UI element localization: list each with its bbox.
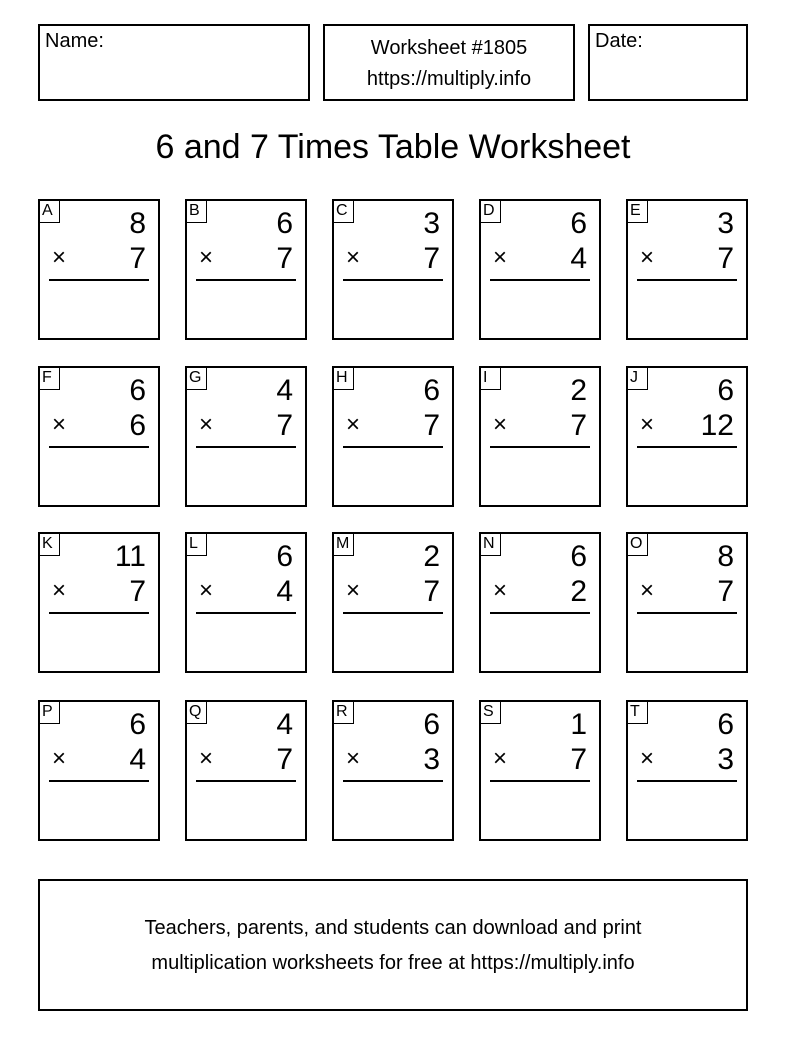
multiplicand: 2: [570, 374, 587, 407]
multiplicand: 1: [570, 708, 587, 741]
problem-letter: H: [334, 368, 354, 390]
answer-line: [343, 446, 443, 448]
name-field[interactable]: [38, 24, 310, 101]
multiplier: 7: [570, 743, 587, 776]
multiplicand: 6: [129, 374, 146, 407]
problem-card: [479, 366, 601, 507]
multiplier: 7: [276, 409, 293, 442]
name-label: Name:: [45, 30, 104, 52]
answer-line: [49, 446, 149, 448]
problem-letter: M: [334, 534, 354, 556]
problem-card: [332, 366, 454, 507]
page-title: 6 and 7 Times Table Worksheet: [155, 128, 631, 166]
answer-line: [343, 279, 443, 281]
multiplicand: 8: [717, 540, 734, 573]
problem-letter: F: [40, 368, 60, 390]
problem-letter: O: [628, 534, 648, 556]
multiplicand: 6: [570, 207, 587, 240]
answer-line: [490, 612, 590, 614]
worksheet-url: https://multiply.info: [366, 68, 532, 90]
answer-line: [490, 279, 590, 281]
date-label: Date:: [595, 30, 643, 52]
answer-line: [490, 780, 590, 782]
times-sign: ×: [346, 745, 361, 772]
times-sign: ×: [199, 745, 214, 772]
footer-box: [38, 879, 748, 1011]
times-sign: ×: [199, 411, 214, 438]
multiplicand: 6: [129, 708, 146, 741]
problem-card: [626, 366, 748, 507]
answer-line: [343, 780, 443, 782]
answer-line: [196, 612, 296, 614]
answer-line: [637, 279, 737, 281]
multiplier: 7: [423, 409, 440, 442]
multiplicand: 6: [717, 708, 734, 741]
answer-line: [637, 780, 737, 782]
multiplicand: 3: [423, 207, 440, 240]
problem-card: [626, 199, 748, 340]
problem-card: [626, 700, 748, 841]
problem-letter: S: [481, 702, 501, 724]
footer-line-2: multiplication worksheets for free at https://multiply.info: [151, 952, 635, 974]
times-sign: ×: [640, 244, 655, 271]
problem-letter: C: [334, 201, 354, 223]
worksheet-info-box: [323, 24, 575, 101]
footer-line-1: Teachers, parents, and students can download and print: [144, 917, 642, 939]
answer-line: [343, 612, 443, 614]
problem-card: [38, 199, 160, 340]
problem-letter: J: [628, 368, 648, 390]
multiplicand: 6: [717, 374, 734, 407]
multiplicand: 4: [276, 708, 293, 741]
multiplicand: 11: [114, 540, 146, 573]
multiplier: 7: [717, 242, 734, 275]
multiplier: 7: [129, 242, 146, 275]
multiplier: 7: [276, 743, 293, 776]
problem-letter: K: [40, 534, 60, 556]
problem-letter: A: [40, 201, 60, 223]
problem-card: [185, 532, 307, 673]
times-sign: ×: [493, 745, 508, 772]
date-field[interactable]: [588, 24, 748, 101]
answer-line: [196, 279, 296, 281]
multiplicand: 2: [423, 540, 440, 573]
multiplicand: 6: [276, 540, 293, 573]
problem-card: [479, 700, 601, 841]
problem-card: [185, 199, 307, 340]
multiplier: 6: [129, 409, 146, 442]
problem-letter: P: [40, 702, 60, 724]
multiplicand: 4: [276, 374, 293, 407]
answer-line: [196, 446, 296, 448]
problem-card: [185, 366, 307, 507]
problem-card: [332, 532, 454, 673]
problem-card: [626, 532, 748, 673]
multiplier: 2: [570, 575, 587, 608]
times-sign: ×: [52, 745, 67, 772]
times-sign: ×: [199, 577, 214, 604]
multiplier: 4: [570, 242, 587, 275]
times-sign: ×: [346, 577, 361, 604]
problem-letter: Q: [187, 702, 207, 724]
answer-line: [49, 612, 149, 614]
times-sign: ×: [52, 244, 67, 271]
answer-line: [196, 780, 296, 782]
problem-letter: D: [481, 201, 501, 223]
multiplicand: 6: [423, 374, 440, 407]
answer-line: [490, 446, 590, 448]
multiplicand: 6: [570, 540, 587, 573]
multiplier: 7: [423, 575, 440, 608]
times-sign: ×: [640, 411, 655, 438]
times-sign: ×: [52, 411, 67, 438]
problem-letter: L: [187, 534, 207, 556]
times-sign: ×: [493, 411, 508, 438]
multiplier: 3: [717, 743, 734, 776]
multiplicand: 6: [276, 207, 293, 240]
problem-letter: N: [481, 534, 501, 556]
problem-letter: T: [628, 702, 648, 724]
times-sign: ×: [640, 745, 655, 772]
times-sign: ×: [346, 244, 361, 271]
times-sign: ×: [346, 411, 361, 438]
multiplier: 7: [129, 575, 146, 608]
multiplier: 3: [423, 743, 440, 776]
multiplier: 12: [700, 409, 734, 442]
multiplicand: 8: [129, 207, 146, 240]
multiplier: 7: [276, 242, 293, 275]
problem-card: [332, 700, 454, 841]
problem-card: [38, 700, 160, 841]
problem-letter: B: [187, 201, 207, 223]
worksheet-number: Worksheet #1805: [370, 37, 528, 59]
answer-line: [49, 780, 149, 782]
answer-line: [637, 612, 737, 614]
problem-letter: E: [628, 201, 648, 223]
times-sign: ×: [493, 577, 508, 604]
problem-letter: R: [334, 702, 354, 724]
problem-card: [479, 199, 601, 340]
multiplicand: 6: [423, 708, 440, 741]
multiplier: 4: [129, 743, 146, 776]
problem-card: [185, 700, 307, 841]
answer-line: [637, 446, 737, 448]
times-sign: ×: [52, 577, 67, 604]
problem-card: [38, 532, 160, 673]
problem-letter: G: [187, 368, 207, 390]
problem-card: [38, 366, 160, 507]
multiplier: 7: [717, 575, 734, 608]
problem-card: [332, 199, 454, 340]
multiplier: 7: [570, 409, 587, 442]
answer-line: [49, 279, 149, 281]
problem-card: [479, 532, 601, 673]
multiplier: 4: [276, 575, 293, 608]
times-sign: ×: [199, 244, 214, 271]
times-sign: ×: [493, 244, 508, 271]
multiplier: 7: [423, 242, 440, 275]
problem-letter: I: [481, 368, 501, 390]
multiplicand: 3: [717, 207, 734, 240]
times-sign: ×: [640, 577, 655, 604]
